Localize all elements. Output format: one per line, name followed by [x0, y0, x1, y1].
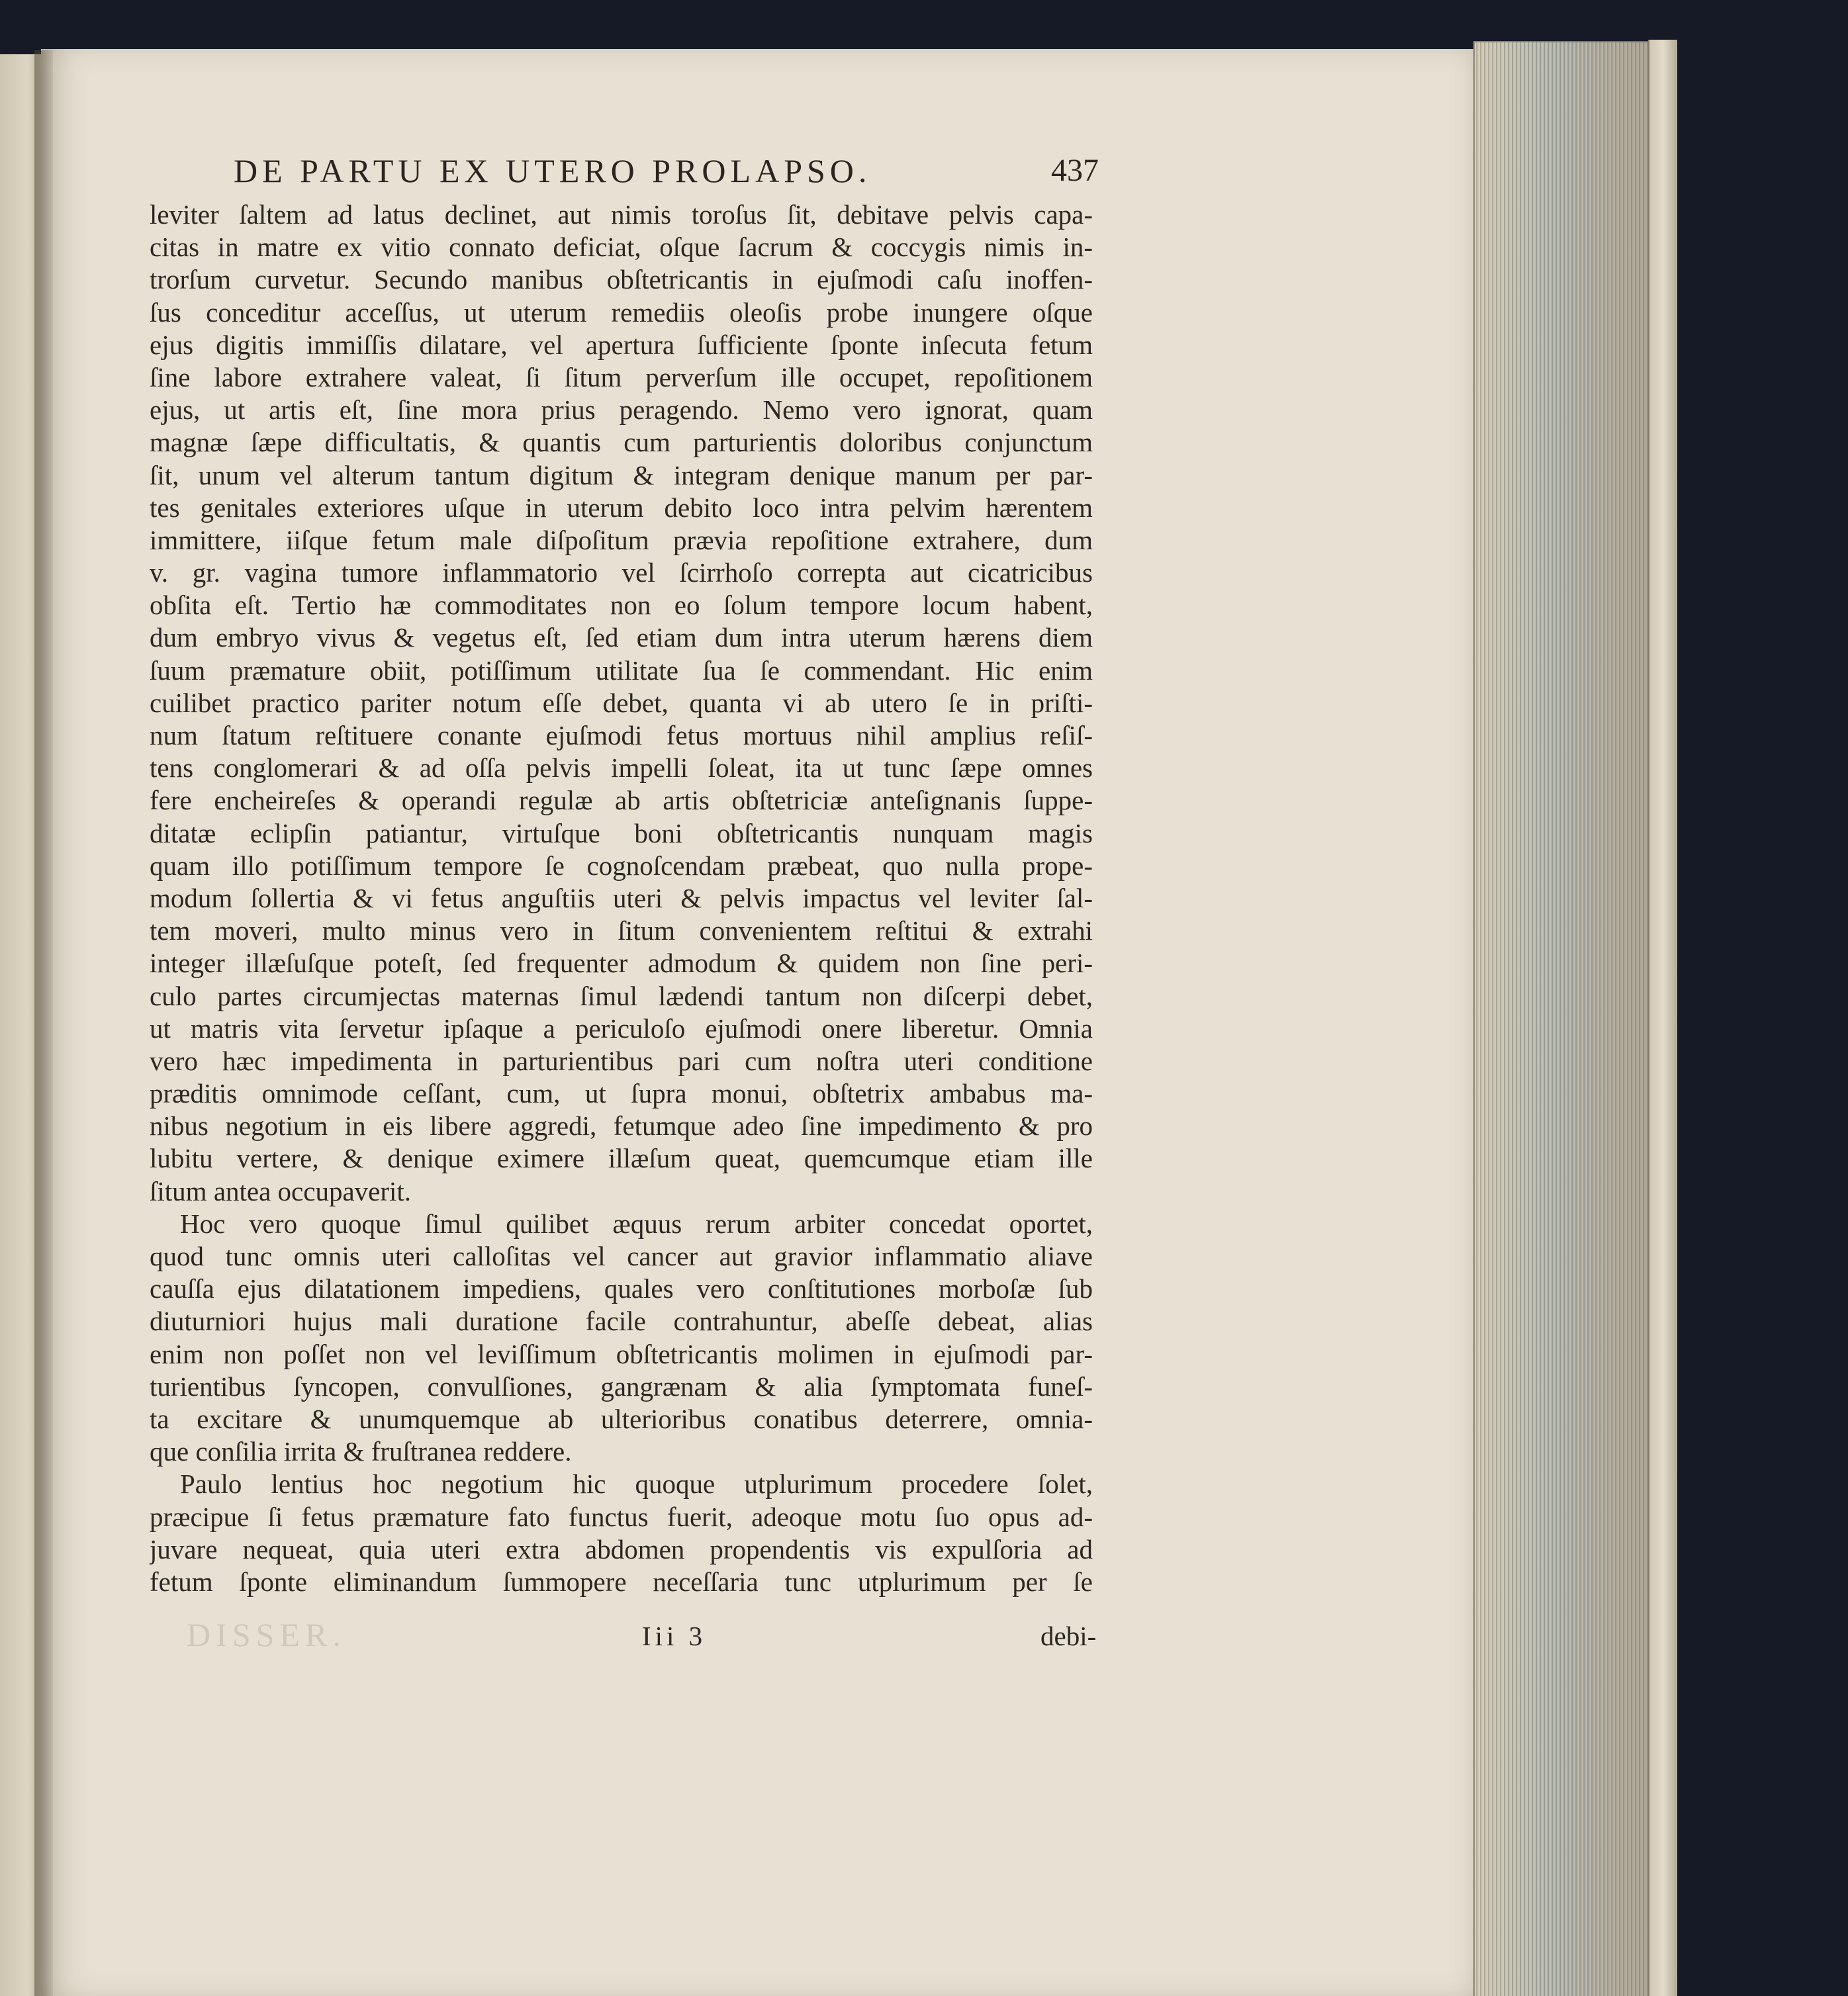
- book-cover-edge: [1648, 40, 1677, 1996]
- text-line: fetum ſponte eliminandum ſummopere neceſſaria tunc utplurimum per ſe: [150, 1566, 1093, 1597]
- text-line: dum embryo vivus & vegetus eſt, ſed etiam dum intra uterum hærens diem: [150, 622, 1093, 653]
- text-line: trorſum curvetur. Secundo manibus obſtetricantis in ejuſmodi caſu inoffen-: [150, 264, 1093, 295]
- text-line: citas in matre ex vitio connato deficiat, oſque ſacrum & coccygis nimis in-: [150, 232, 1093, 263]
- text-line: tes genitales exteriores uſque in uterum debito loco intra pelvim hærentem: [150, 492, 1093, 523]
- text-line: obſita eſt. Tertio hæ commoditates non eo ſolum tempore locum habent,: [150, 590, 1093, 621]
- text-line: que conſilia irrita & fruſtranea reddere.: [150, 1436, 572, 1467]
- text-line: magnæ ſæpe difficultatis, & quantis cum parturientis doloribus conjunctum: [150, 427, 1093, 458]
- text-line: ut matris vita ſervetur ipſaque a periculoſo ejuſmodi onere liberetur. Omnia: [150, 1013, 1093, 1044]
- text-line: ſus conceditur acceſſus, ut uterum remediis oleoſis probe inungere oſque: [150, 296, 1093, 328]
- text-line: vero hæc impedimenta in parturientibus pari cum noſtra uteri conditione: [150, 1045, 1093, 1076]
- text-line: juvare nequeat, quia uteri extra abdomen propendentis vis expulſoria ad: [150, 1533, 1093, 1565]
- text-line: tem moveri, multo minus vero in ſitum convenientem reſtitui & extrahi: [150, 915, 1093, 946]
- text-line: ta excitare & unumquemque ab ulterioribus conatibus deterrere, omnia-: [150, 1403, 1093, 1434]
- text-line: quam illo potiſſimum tempore ſe cognoſcendam præbeat, quo nulla prope-: [150, 850, 1093, 881]
- text-line: turientibus ſyncopen, convulſiones, gangrænam & alia ſymptomata funeſ-: [150, 1371, 1093, 1402]
- text-line: tens conglomerari & ad oſſa pelvis impelli ſoleat, ita ut tunc ſæpe omnes: [150, 752, 1093, 784]
- text-line: Paulo lentius hoc negotium hic quoque utplurimum procedere ſolet,: [180, 1469, 1093, 1500]
- text-line: lubitu vertere, & denique eximere illæſum queat, quemcumque etiam ille: [150, 1143, 1093, 1174]
- signature-mark: Iii 3: [642, 1621, 707, 1651]
- text-line: ejus, ut artis eſt, ſine mora prius peragendo. Nemo vero ignorat, quam: [150, 394, 1093, 426]
- text-line: ſine labore extrahere valeat, ſi ſitum perverſum ille occupet, repoſitionem: [150, 361, 1093, 392]
- running-head: DE PARTU EX UTERO PROLAPSO.: [234, 152, 872, 189]
- catchword: debi-: [1040, 1621, 1097, 1651]
- text-line: ſit, unum vel alterum tantum digitum & integram denique manum per par-: [150, 459, 1093, 490]
- text-line: v. gr. vagina tumore inflammatorio vel ſcirrhoſo correpta aut cicatricibus: [150, 557, 1093, 588]
- text-line: cauſſa ejus dilatationem impediens, quales vero conſtitutiones morboſæ ſub: [150, 1273, 1093, 1304]
- text-line: ſuum præmature obiit, potiſſimum utilitate ſua ſe commendant. Hic enim: [150, 655, 1093, 686]
- text-line: integer illæſuſque poteſt, ſed frequenter admodum & quidem non ſine peri-: [150, 948, 1093, 979]
- text-line: culo partes circumjectas maternas ſimul lædendi tantum non diſcerpi debet,: [150, 980, 1093, 1011]
- text-line: ejus digitis immiſſis dilatare, vel apertura ſufficiente ſponte inſecuta fetum: [150, 329, 1093, 360]
- show-through-text: DISSER.: [187, 1616, 346, 1653]
- page-number: 437: [1051, 153, 1099, 188]
- text-line: leviter ſaltem ad latus declinet, aut nimis toroſus ſit, debitave pelvis capa-: [150, 199, 1093, 230]
- text-line: ſitum antea occupaverit.: [150, 1175, 412, 1206]
- text-line: ditatæ eclipſin patiantur, virtuſque boni obſtetricantis nunquam magis: [150, 817, 1093, 848]
- text-line: nibus negotium in eis libere aggredi, fetumque adeo ſine impedimento & pro: [150, 1111, 1093, 1142]
- text-line: modum ſollertia & vi fetus anguſtiis uteri & pelvis impactus vel leviter ſal-: [150, 882, 1093, 913]
- text-line: num ſtatum reſtituere conante ejuſmodi fetus mortuus nihil amplius reſiſ-: [150, 720, 1093, 750]
- text-line: cuilibet practico pariter notum eſſe debet, quanta vi ab utero ſe in priſti-: [150, 687, 1093, 718]
- body-text: [150, 199, 1093, 1598]
- text-line: immittere, iiſque fetum male diſpoſitum prævia repoſitione extrahere, dum: [150, 524, 1093, 555]
- page-block-shade: [1473, 41, 1672, 1996]
- text-line: præditis omnimode ceſſant, cum, ut ſupra monui, obſtetrix ambabus ma-: [150, 1078, 1093, 1109]
- text-line: quod tunc omnis uteri calloſitas vel cancer aut gravior inflammatio aliave: [150, 1241, 1093, 1271]
- text-line: enim non poſſet non vel leviſſimum obſtetricantis molimen in ejuſmodi par-: [150, 1338, 1093, 1369]
- text-line: Hoc vero quoque ſimul quilibet æquus rerum arbiter concedat oportet,: [180, 1208, 1093, 1239]
- page-gutter: [34, 50, 53, 1996]
- text-line: fere encheireſes & operandi regulæ ab artis obſtetriciæ anteſignanis ſuppe-: [150, 785, 1093, 816]
- text-line: diuturniori hujus mali duratione facile contrahuntur, abeſſe debeat, alias: [150, 1306, 1093, 1337]
- text-line: præcipue ſi fetus præmature fato functus fuerit, adeoque motu ſuo opus ad-: [150, 1501, 1093, 1532]
